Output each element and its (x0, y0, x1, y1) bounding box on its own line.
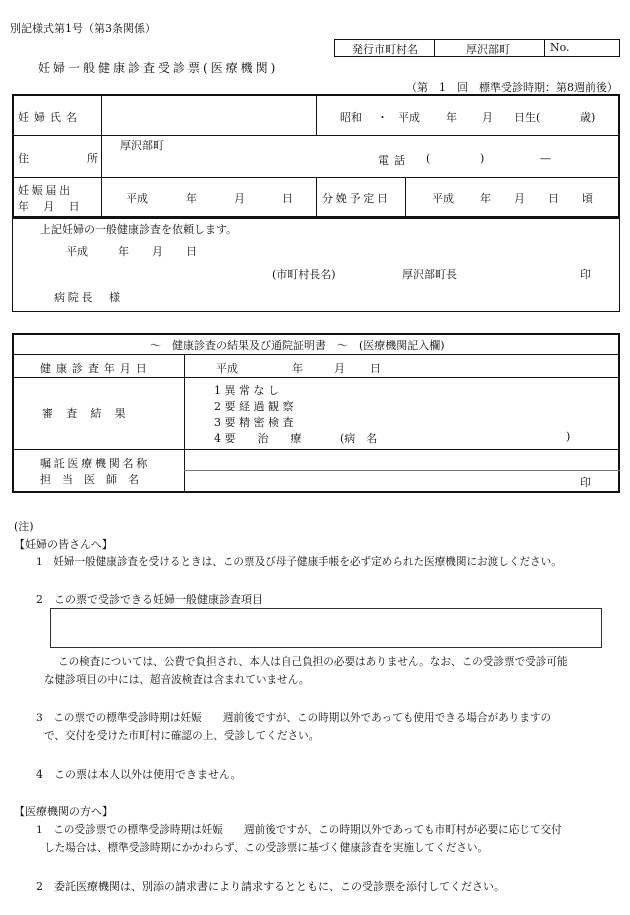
hospital-director: 病院長 様 (54, 291, 123, 304)
due-approx: 頃 (582, 192, 593, 205)
due-year: 年 (480, 192, 491, 205)
form-number: 別記様式第1号（第3条関係） (10, 22, 156, 35)
birth-month: 月 (482, 111, 493, 124)
pregnancy-year: 年 (186, 192, 197, 205)
request-year: 年 (118, 245, 129, 258)
pregnant-heading: 【妊婦の皆さんへ】 (14, 538, 113, 551)
note-2-title: 2 この票で受診できる妊婦一般健康診査項目 (36, 593, 263, 606)
exam-date-label: 健康診査年月日 (40, 362, 152, 375)
result-option-2: 2 要 経 過 観 察 (214, 400, 294, 413)
era-heisei: 平成 (398, 111, 420, 124)
due-day: 日 (548, 192, 559, 205)
birth-year: 年 (446, 111, 457, 124)
pregnancy-month: 月 (234, 192, 245, 205)
age-label: 歳) (580, 111, 596, 124)
result-option-1: 1 異 常 な し (214, 384, 279, 397)
medical-note-1-a: 1 この受診票での標準受診時期は妊娠 週前後ですが、この時期以外であっても市町村が必要に応じて交付 (36, 824, 562, 836)
note-3-b: で、交付を受けた市町村に確認の上、受診してください。 (44, 730, 320, 742)
form-title: 妊婦一般健康診査受診票(医療機関) (38, 61, 279, 75)
request-day: 日 (186, 245, 197, 258)
issuer-label: 発行市町村名 (352, 43, 418, 56)
request-month: 月 (152, 245, 163, 258)
address-label: 住 所 (18, 152, 98, 165)
result-option-3: 3 要 精 密 検 査 (214, 416, 294, 429)
note-2-text-a: この検査については、公費で負担され、本人は自己負担の必要はありません。なお、この受診票で受診可能 (58, 656, 568, 668)
name-label: 妊婦氏名 (18, 111, 82, 124)
mayor-label: (市町村長名) (272, 268, 336, 281)
pregnancy-label-2: 年月日 (18, 200, 94, 213)
birth-day: 日生( (514, 111, 541, 124)
pregnancy-day: 日 (282, 192, 293, 205)
result-option-4: 4 要 治 療 (214, 432, 302, 445)
disease-label: (病 名 (340, 432, 378, 445)
notes-heading: (注) (14, 520, 34, 533)
issuer-name: 厚沢部町 (466, 43, 510, 56)
phone-dash: — (540, 152, 551, 165)
mayor-seal: 印 (580, 268, 591, 281)
mayor-name: 厚沢部町長 (402, 268, 457, 281)
result-label: 審査結果 (42, 407, 139, 420)
exam-heisei: 平成 (216, 362, 238, 375)
exam-day: 日 (370, 362, 381, 375)
pregnancy-label-1: 妊娠届出 (18, 184, 73, 197)
era-showa: 昭和 (340, 111, 362, 124)
results-header: ～ 健康診査の結果及び通院証明書 ～ (医療機関記入欄) (150, 339, 445, 352)
medical-note-1-b: した場合は、標準受診時期にかかわらず、この受診票に基づく健康診査を実施してください。 (44, 842, 489, 854)
exam-items-box (50, 608, 602, 648)
note-1: 1 妊婦一般健康診査を受けるときは、この票及び母子健康手帳を必ず定められた医療機関にお渡しください。 (36, 556, 562, 568)
request-heisei: 平成 (66, 245, 88, 258)
number-label: No. (550, 41, 570, 54)
request-text: 上記妊婦の一般健康診査を依頼します。 (40, 223, 238, 236)
institution-label: 嘱託医療機関名称 (40, 457, 150, 470)
exam-month: 月 (334, 362, 345, 375)
phone-label: 電話 (378, 154, 410, 167)
medical-heading: 【医療機関の方へ】 (14, 805, 113, 818)
due-heisei: 平成 (432, 192, 454, 205)
disease-close: ) (566, 430, 571, 443)
due-date-label: 分娩予定日 (322, 192, 391, 205)
era-separator: ・ (377, 111, 388, 124)
doctor-seal: 印 (580, 476, 591, 489)
note-3-a: 3 この票での標準受診時期は妊娠 週前後ですが、この時期以外であっても使用できる場合がありますの (36, 712, 552, 724)
due-month: 月 (514, 192, 525, 205)
pregnancy-heisei: 平成 (126, 192, 148, 205)
medical-note-2: 2 委託医療機関は、別添の請求書により請求するとともに、この受診票を添付してください。 (36, 880, 505, 893)
note-2-text-b: な健診項目の中には、超音波検査は含まれていません。 (44, 674, 310, 686)
address-value: 厚沢部町 (120, 139, 164, 152)
phone-close: ) (480, 152, 485, 165)
note-4: 4 この票は本人以外は使用できません。 (36, 768, 242, 781)
phone-open: ( (426, 152, 431, 165)
exam-year: 年 (292, 362, 303, 375)
visit-info: （第 1 回 標準受診時期：第8週前後） (406, 81, 618, 94)
doctor-label: 担当医師名 (40, 473, 150, 486)
